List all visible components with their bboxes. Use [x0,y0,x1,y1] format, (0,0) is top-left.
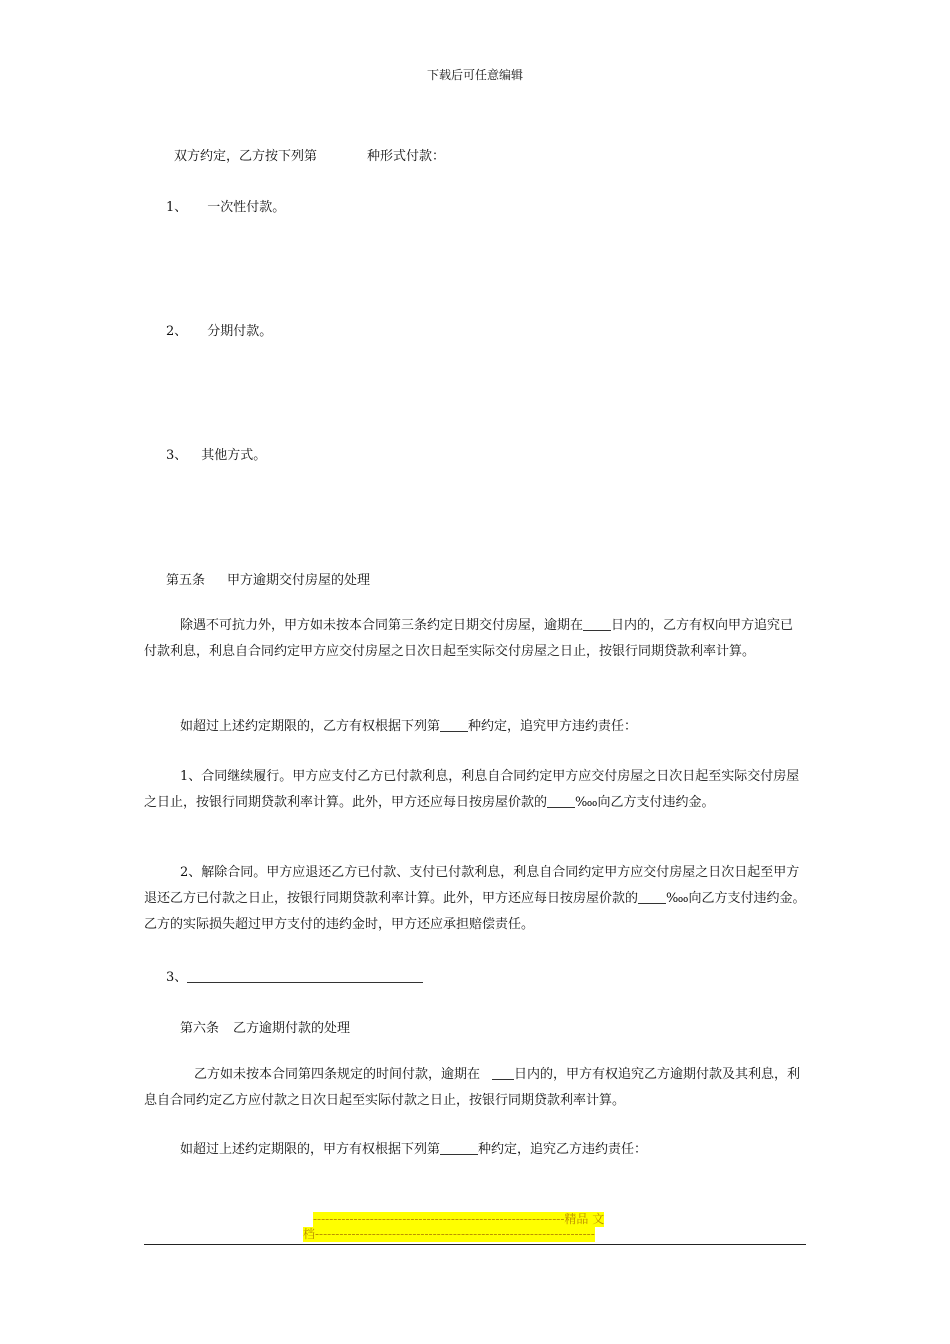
article-6-paragraph-1 [144,1062,806,1114]
article-6-paragraph-2 [144,1137,806,1163]
article-5-number: 第五条 [166,573,206,588]
article-6-p1-text: 乙方如未按本合同第四条规定的时间付款，逾期在 [194,1067,481,1082]
payment-item-number: 1、 [166,200,188,215]
footer-watermark-line-1: --------------------------------------------------------------精品 文 [313,1212,605,1226]
article-5-p1-text: 除遇不可抗力外，甲方如未按本合同第三条约定日期交付房屋，逾期在 [180,618,584,633]
payment-item-2 [166,320,272,339]
article-6-title: 乙方逾期付款的处理 [233,1021,351,1036]
article-6-p1-text-2: 日内的，甲方有权追究乙方逾期付款及其利息，利息自合同约定乙方应付款之日次日起至实际付款之日止，按银行同期贷款利率计算。 [144,1067,801,1108]
payment-item-number: 2、 [166,324,188,339]
blank-option [440,717,468,732]
footer-divider [144,1244,806,1245]
payment-item-number: 3、 [166,448,188,463]
payment-intro [174,145,445,164]
article-5-opt3-number: 3、 [166,970,188,985]
payment-item-label: 其他方式。 [201,448,267,463]
payment-item-label: 一次性付款。 [207,200,286,215]
article-5-opt2-text-2: ‱向乙方支付违约金。乙方的实际损失超过甲方支付的违约金时，甲方还应承担赔偿责任。 [144,891,806,932]
article-6-p2-text: 如超过上述约定期限的，甲方有权根据下列第 [180,1142,441,1157]
payment-intro-text-2: 种形式付款： [367,149,446,164]
payment-intro-text: 双方约定，乙方按下列第 [174,149,318,164]
article-5-paragraph-2 [144,714,806,740]
payment-item-3 [166,444,266,463]
blank-days [583,616,611,631]
article-5-p2-text: 如超过上述约定期限的，乙方有权根据下列第 [180,719,441,734]
article-5-opt2-text: 2、解除合同。甲方应退还乙方已付款、支付已付款利息，利息自合同约定甲方应交付房屋之日次日起至甲方退还乙方已付款之日止，按银行同期贷款利率计算。此外，甲方还应每日按房屋价款的 [144,865,800,906]
article-5-paragraph-1 [144,613,806,665]
blank-rate [638,889,666,904]
article-5-p2-text-2: 种约定，追究甲方违约责任： [468,719,638,734]
blank-option-3 [187,968,423,983]
payment-item-label: 分期付款。 [207,324,273,339]
footer-watermark-line-2: 档--------------------------------------------------------------------- [303,1227,595,1241]
page-header: 下载后可任意编辑 [426,68,523,82]
article-6-heading [180,1017,350,1036]
article-5-opt1-text-2: ‱向乙方支付违约金。 [575,795,715,810]
article-6-number: 第六条 [180,1021,220,1036]
article-5-title: 甲方逾期交付房屋的处理 [227,573,371,588]
payment-item-1 [166,196,285,215]
article-5-option-3 [166,966,423,985]
article-5-opt1-text: 1、合同继续履行。甲方应支付乙方已付款利息，利息自合同约定甲方应交付房屋之日次日起至实际交付房屋之日止，按银行同期贷款利率计算。此外，甲方还应每日按房屋价款的 [144,769,800,810]
article-5-option-1 [144,764,806,816]
article-5-heading [166,569,370,588]
blank-option [440,1140,478,1155]
blank-rate [547,793,575,808]
article-5-p1-text-2: 日内的，乙方有权向甲方追究已付款利息，利息自合同约定甲方应交付房屋之日次日起至实际交付房屋之日止，按银行同期贷款利率计算。 [144,618,794,659]
article-5-option-2 [144,860,806,938]
blank-days [492,1065,514,1080]
article-6-p2-text-2: 种约定，追究乙方违约责任： [478,1142,648,1157]
